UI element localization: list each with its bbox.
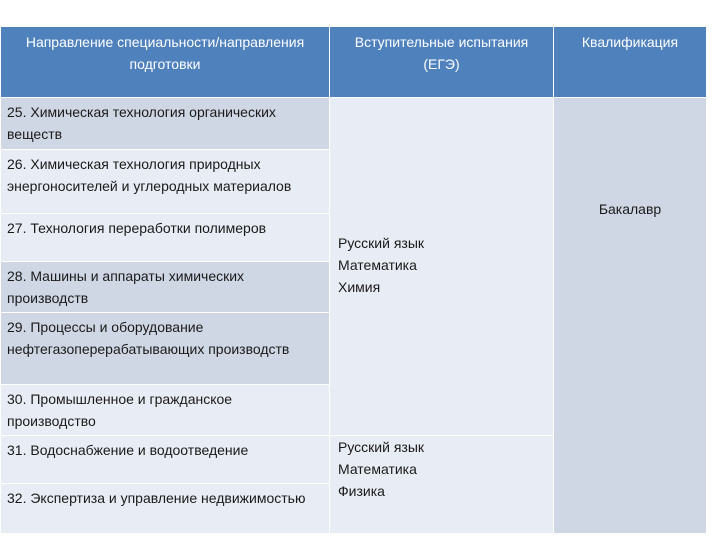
exam-line: Математика bbox=[338, 461, 417, 477]
exam-line: Русский язык bbox=[338, 439, 425, 455]
qualification-cell: Бакалавр bbox=[554, 98, 707, 534]
header-qualification: Квалификация bbox=[554, 27, 707, 98]
exam-line: Химия bbox=[338, 279, 381, 295]
header-direction: Направление специальности/направления подготовки bbox=[1, 27, 330, 98]
exam-group-physics bbox=[330, 436, 554, 534]
direction-cell: 30. Промышленное и гражданское производство bbox=[1, 385, 330, 436]
direction-cell: 27. Технология переработки полимеров bbox=[1, 214, 330, 262]
direction-cell: 25. Химическая технология органических веществ bbox=[1, 98, 330, 150]
direction-cell: 31. Водоснабжение и водоотведение bbox=[1, 436, 330, 484]
exam-line: Русский язык bbox=[338, 235, 425, 251]
header-exams: Вступительные испытания (ЕГЭ) bbox=[330, 27, 554, 98]
specialties-table bbox=[0, 26, 707, 534]
table-row bbox=[1, 98, 707, 150]
direction-cell: 28. Машины и аппараты химических производств bbox=[1, 262, 330, 313]
exam-group-chemistry bbox=[330, 98, 554, 436]
direction-cell: 29. Процессы и оборудование нефтегазоперерабатывающих производств bbox=[1, 313, 330, 385]
direction-cell: 32. Экспертиза и управление недвижимостью bbox=[1, 484, 330, 534]
exam-line: Физика bbox=[338, 483, 385, 499]
direction-cell: 26. Химическая технология природных энергоносителей и углеродных материалов bbox=[1, 150, 330, 214]
table-header-row bbox=[1, 27, 707, 98]
exam-line: Математика bbox=[338, 257, 417, 273]
